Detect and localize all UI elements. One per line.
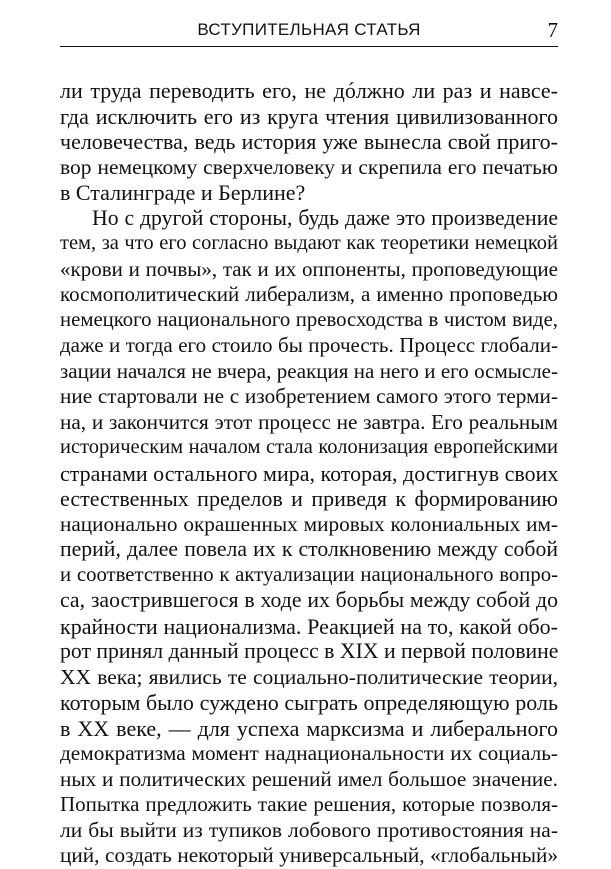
text-line: зации начался не вчера, реакция на него и его осмысле- (60, 358, 558, 383)
text-line: немецкого национального превосходства в чистом виде, (60, 308, 558, 331)
text-line: на, и закончится этот процесс не завтра. Его реальным (60, 409, 558, 434)
text-line: ние стартовали не с изобретением самого этого терми- (60, 384, 558, 408)
text-line: Но с другой стороны, будь даже это произведение (92, 205, 558, 230)
text-line: историческим началом стала колонизация европейскими (60, 436, 558, 458)
text-line: ли бы выйти из тупиков лобового противостояния на- (60, 817, 558, 842)
text-line: гда исключить его из круга чтения цивилизованного (60, 103, 558, 129)
text-line: крайности национализма. Реакцией на то, какой обо- (60, 613, 558, 639)
text-line: вор немецкому сверхчеловеку и скрепила его печатью (60, 154, 558, 179)
page-number: 7 (547, 18, 558, 42)
text-line: национально окрашенных мировых колониальных им- (60, 511, 558, 536)
text-line: перий, далее повела их к столкновению между собой (60, 537, 558, 561)
text-line: даже и тогда его стоило бы прочесть. Процесс глобали- (60, 333, 558, 357)
text-line: ли труда переводить его, не дóлжно ли раз и навсе- (60, 78, 558, 103)
text-line: в XX веке, — для успеха марксизма и либерального (60, 715, 558, 741)
text-line: «крови и почвы», так и их оппоненты, проповедующие (60, 256, 558, 281)
text-line: естественных пределов и приведя к формированию (60, 486, 558, 511)
text-line: са, заострившегося в ходе их борьбы между собой до (60, 588, 558, 612)
text-line: Попытка предложить такие решения, которые позволя- (60, 792, 558, 816)
text-line: которым было суждено сыграть определяющую роль (60, 690, 558, 715)
text-line: XX века; явились те социально-политические теории, (60, 664, 558, 689)
text-line: странами остального мира, которая, достигнув своих (60, 460, 559, 486)
text-line: рот принял данный процесс в XIX и первой половине (60, 639, 559, 663)
text-line: и соответственно к актуализации национального вопро- (60, 563, 558, 586)
text-line: в Сталинграде и Берлине? (60, 180, 306, 205)
text-line: тем, за что его согласно выдают как теоретики немецкой (60, 232, 558, 254)
running-header (60, 16, 558, 47)
body-text (60, 78, 558, 869)
text-line: человечества, ведь история уже вынесла свой приго- (60, 129, 558, 154)
running-title: ВСТУПИТЕЛЬНАЯ СТАТЬЯ (197, 20, 421, 39)
text-line: ций, создать некоторый универсальный, «глобальный» (60, 843, 558, 867)
text-line: демократизма момент наднациональности их социаль- (60, 741, 558, 765)
text-line: космополитический либерализм, а именно проповедью (60, 282, 558, 306)
text-line: ных и политических решений имел большое значение. (60, 766, 558, 791)
